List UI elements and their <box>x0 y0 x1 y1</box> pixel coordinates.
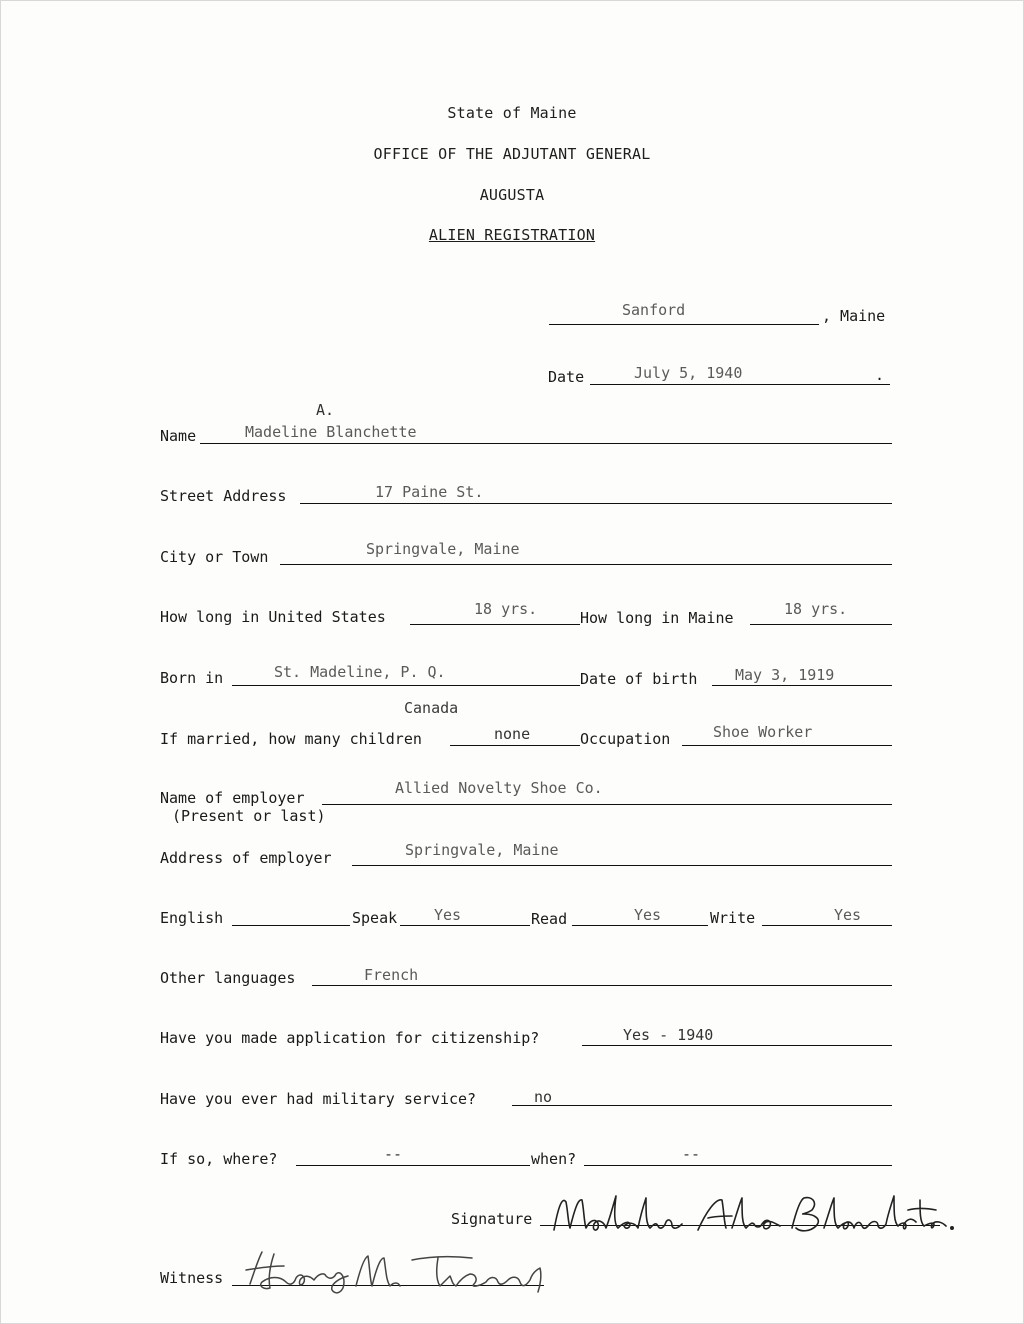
speak-line <box>400 925 530 926</box>
english-line <box>232 925 350 926</box>
employer-value: Allied Novelty Shoe Co. <box>395 779 603 797</box>
how-long-us-line <box>410 624 580 625</box>
read-label: Read <box>531 910 568 928</box>
other-languages-value: French <box>364 966 419 984</box>
read-value: Yes <box>634 906 662 924</box>
town-line <box>549 324 819 325</box>
children-value: none <box>494 725 531 743</box>
write-line <box>762 925 892 926</box>
occupation-value: Shoe Worker <box>713 723 813 741</box>
other-languages-label: Other languages <box>160 969 296 987</box>
employer-address-line <box>352 865 892 866</box>
how-long-maine-value: 18 yrs. <box>784 600 848 618</box>
military-label: Have you ever had military service? <box>160 1090 477 1108</box>
citizenship-label: Have you made application for citizenship? <box>160 1029 540 1047</box>
name-annotation: A. <box>316 401 335 419</box>
date-of-birth-value: May 3, 1919 <box>735 666 835 684</box>
town-value: Sanford <box>622 301 686 319</box>
form-title: ALIEN REGISTRATION <box>428 226 596 244</box>
header-city: AUGUSTA <box>479 186 545 204</box>
military-value: no <box>534 1088 553 1106</box>
occupation-label: Occupation <box>580 730 671 748</box>
read-line <box>572 925 708 926</box>
employer-sublabel: (Present or last) <box>172 807 326 825</box>
speak-label: Speak <box>352 909 398 927</box>
employer-label: Name of employer <box>160 789 305 807</box>
born-in-label: Born in <box>160 669 224 687</box>
street-label: Street Address <box>160 487 287 505</box>
how-long-maine-label: How long in Maine <box>580 609 734 627</box>
born-in-country: Canada <box>404 699 459 717</box>
born-in-value: St. Madeline, P. Q. <box>274 663 446 681</box>
city-town-label: City or Town <box>160 548 269 566</box>
date-of-birth-line <box>712 685 892 686</box>
signature-handwriting <box>548 1188 958 1240</box>
where-value: -- <box>384 1145 403 1163</box>
english-label: English <box>160 909 224 927</box>
street-line <box>300 503 892 504</box>
other-languages-line <box>312 985 892 986</box>
how-long-maine-line <box>750 624 892 625</box>
date-label: Date <box>548 368 585 386</box>
date-value: July 5, 1940 <box>634 364 743 382</box>
write-label: Write <box>710 909 756 927</box>
street-value: 17 Paine St. <box>375 483 484 501</box>
city-town-line <box>280 564 892 565</box>
date-line <box>590 384 890 385</box>
children-line <box>450 745 580 746</box>
employer-address-label: Address of employer <box>160 849 332 867</box>
where-label: If so, where? <box>160 1150 278 1168</box>
when-label: when? <box>531 1150 577 1168</box>
name-value: Madeline Blanchette <box>245 423 417 441</box>
signature-label: Signature <box>451 1210 533 1228</box>
date-of-birth-label: Date of birth <box>580 670 698 688</box>
where-line <box>296 1165 530 1166</box>
occupation-line <box>682 745 892 746</box>
how-long-us-value: 18 yrs. <box>474 600 538 618</box>
witness-label: Witness <box>160 1269 224 1287</box>
military-line <box>512 1105 892 1106</box>
town-state-suffix: , Maine <box>822 307 886 325</box>
citizenship-value: Yes - 1940 <box>623 1026 714 1044</box>
witness-handwriting <box>240 1246 550 1298</box>
how-long-us-label: How long in United States <box>160 608 386 626</box>
employer-address-value: Springvale, Maine <box>405 841 559 859</box>
header-office: OFFICE OF THE ADJUTANT GENERAL <box>373 145 651 163</box>
employer-line <box>322 804 892 805</box>
name-label: Name <box>160 427 197 445</box>
name-line <box>200 443 892 444</box>
citizenship-line <box>582 1045 892 1046</box>
when-line <box>584 1165 892 1166</box>
born-in-line <box>232 685 580 686</box>
date-end-mark: . <box>875 366 885 384</box>
write-value: Yes <box>834 906 862 924</box>
header-state: State of Maine <box>447 104 577 122</box>
children-label: If married, how many children <box>160 730 422 748</box>
speak-value: Yes <box>434 906 462 924</box>
when-value: -- <box>682 1145 701 1163</box>
city-town-value: Springvale, Maine <box>366 540 520 558</box>
